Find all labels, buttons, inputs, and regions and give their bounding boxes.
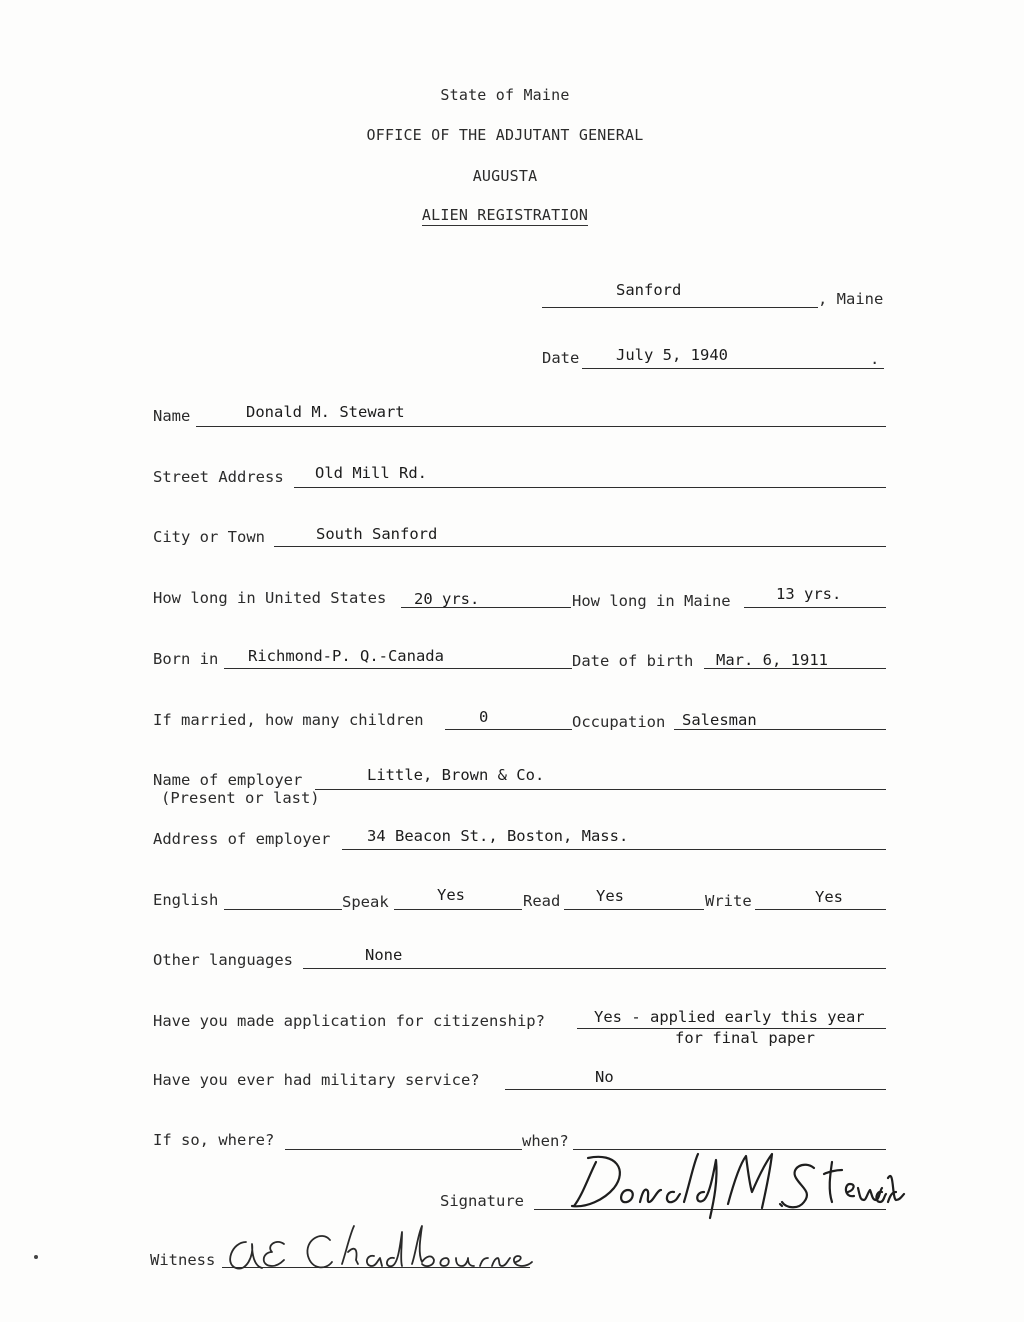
occupation-label: Occupation: [572, 713, 666, 731]
born-in-line: [224, 668, 572, 669]
when-label: when?: [522, 1132, 569, 1150]
date-of-birth-label: Date of birth: [572, 652, 694, 670]
state-suffix: , Maine: [818, 290, 884, 308]
date-end: .: [870, 350, 880, 368]
city-town-label: City or Town: [153, 528, 265, 546]
other-languages-value: None: [365, 946, 403, 964]
speak-value: Yes: [437, 886, 465, 904]
signature-label: Signature: [440, 1192, 524, 1210]
read-value: Yes: [596, 887, 624, 905]
city-town-line: [274, 546, 886, 547]
witness-signature-handwriting: [224, 1224, 534, 1282]
employer-address-line: [342, 849, 886, 850]
town-value: Sanford: [616, 281, 682, 299]
date-line: [582, 368, 884, 369]
date-of-birth-value: Mar. 6, 1911: [716, 651, 828, 669]
employer-address-label: Address of employer: [153, 830, 331, 848]
name-line: [196, 426, 886, 427]
how-long-maine-label: How long in Maine: [572, 592, 731, 610]
name-value: Donald M. Stewart: [246, 403, 405, 421]
employer-name-value: Little, Brown & Co.: [367, 766, 545, 784]
read-line: [564, 909, 704, 910]
state-heading: State of Maine: [440, 86, 570, 104]
date-of-birth-line: [704, 668, 886, 669]
stray-ink-mark: [34, 1255, 38, 1259]
how-long-us-label: How long in United States: [153, 589, 387, 607]
how-long-maine-value: 13 yrs.: [776, 585, 842, 603]
citizenship-label: Have you made application for citizenship?: [153, 1012, 545, 1030]
form-title: [0, 206, 1010, 224]
military-label: Have you ever had military service?: [153, 1071, 480, 1089]
how-long-maine-line: [744, 607, 886, 608]
employer-name-line: [315, 789, 886, 790]
other-languages-line: [303, 968, 886, 969]
occupation-line: [674, 729, 886, 730]
street-address-value: Old Mill Rd.: [315, 464, 427, 482]
speak-line: [394, 909, 522, 910]
military-value: No: [595, 1068, 614, 1086]
children-value: 0: [479, 708, 489, 726]
office-heading: OFFICE OF THE ADJUTANT GENERAL: [366, 126, 644, 144]
english-line: [224, 909, 342, 910]
military-line: [505, 1089, 886, 1090]
street-address-label: Street Address: [153, 468, 284, 486]
city-heading: AUGUSTA: [472, 167, 538, 185]
write-value: Yes: [815, 888, 843, 906]
street-address-line: [294, 487, 886, 488]
born-in-value: Richmond-P. Q.-Canada: [248, 647, 444, 665]
citizenship-value-line1: Yes - applied early this year: [594, 1008, 865, 1026]
other-languages-label: Other languages: [153, 951, 293, 969]
where-label: If so, where?: [153, 1131, 275, 1149]
signature-handwriting: [566, 1148, 896, 1224]
date-value: July 5, 1940: [616, 346, 728, 364]
children-label: If married, how many children: [153, 711, 424, 729]
how-long-us-line: [401, 607, 571, 608]
where-line: [285, 1149, 522, 1150]
name-label: Name: [153, 407, 191, 425]
city-town-value: South Sanford: [316, 525, 438, 543]
employer-address-value: 34 Beacon St., Boston, Mass.: [367, 827, 629, 845]
employer-name-sublabel: (Present or last): [161, 789, 320, 807]
write-line: [755, 909, 886, 910]
witness-label: Witness: [150, 1251, 216, 1269]
town-line: [542, 307, 818, 308]
read-label: Read: [523, 892, 561, 910]
form-title-text: ALIEN REGISTRATION: [421, 206, 589, 224]
citizenship-value-line2: for final paper: [675, 1029, 815, 1047]
write-label: Write: [705, 892, 752, 910]
occupation-value: Salesman: [682, 711, 757, 729]
children-line: [445, 729, 572, 730]
employer-name-label: Name of employer: [153, 771, 303, 789]
how-long-us-value: 20 yrs.: [414, 590, 480, 608]
speak-label: Speak: [342, 893, 389, 911]
born-in-label: Born in: [153, 650, 219, 668]
date-label: Date: [542, 349, 580, 367]
english-label: English: [153, 891, 219, 909]
